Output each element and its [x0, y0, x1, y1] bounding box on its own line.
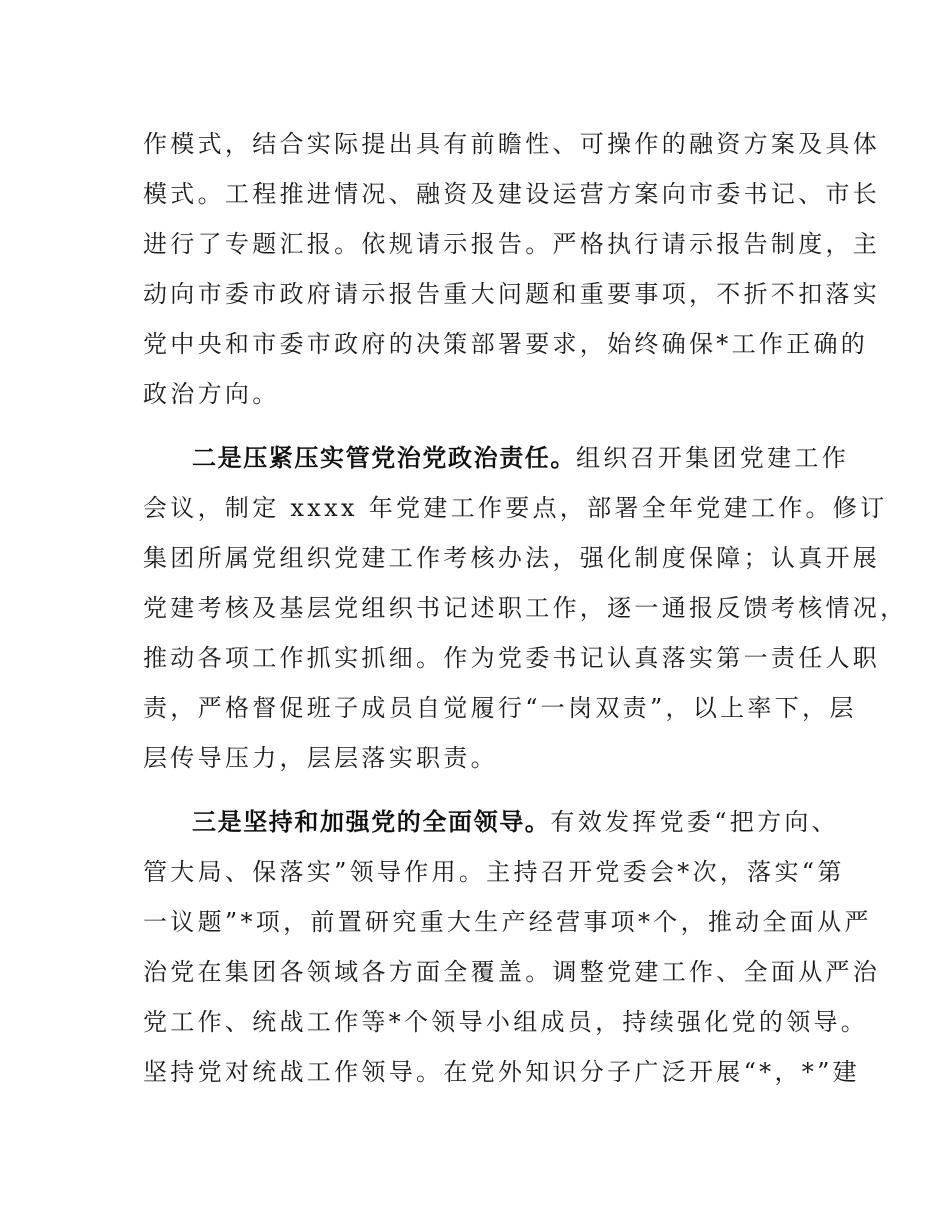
body-text-line: 一议题”*项，前置研究重大生产经营事项*个，推动全面从严	[143, 908, 872, 936]
body-text-line: 动向市委市政府请示报告重大问题和重要事项，不折不扣落实	[143, 280, 881, 308]
body-text-line: 管大局、保落实”领导作用。主持召开党委会*次，落实“第	[143, 858, 845, 886]
paragraph-first-line	[192, 442, 849, 474]
body-text-line: 作模式，结合实际提出具有前瞻性、可操作的融资方案及具体	[143, 130, 881, 158]
body-text-line: 党中央和市委市政府的决策部署要求，始终确保*工作正确的	[143, 330, 869, 358]
body-text-line: 层传导压力，层层落实职责。	[143, 744, 498, 772]
paragraph-first-line-text: 有效发挥党委“把方向、	[550, 808, 839, 836]
body-text-line: 政治方向。	[143, 380, 280, 408]
body-text-line: 治党在集团各领域各方面全覆盖。调整党建工作、全面从严治	[143, 958, 881, 986]
body-text-line: 坚持党对统战工作领导。在党外知识分子广泛开展“*，*”建	[143, 1058, 860, 1086]
body-text-line: 党建考核及基层党组织书记述职工作，逐一通报反馈考核情况，	[143, 594, 908, 622]
body-text-line: 会议，制定 xxxx 年党建工作要点，部署全年党建工作。修订	[143, 494, 888, 522]
body-text-line: 责，严格督促班子成员自觉履行“一岗双责”，以上率下，层	[143, 694, 857, 722]
body-text-line: 党工作、统战工作等*个领导小组成员，持续强化党的领导。	[143, 1008, 869, 1036]
body-text-line: 推动各项工作抓实抓细。作为党委书记认真落实第一责任人职	[143, 644, 881, 672]
body-text-line: 进行了专题汇报。依规请示报告。严格执行请示报告制度，主	[143, 230, 881, 258]
paragraph-lead-heading: 二是压紧压实管党治党政治责任。	[192, 444, 576, 472]
body-text-line: 模式。工程推进情况、融资及建设运营方案向市委书记、市长	[143, 180, 881, 208]
paragraph-lead-heading: 三是坚持和加强党的全面领导。	[192, 808, 551, 836]
paragraph-first-line-text: 组织召开集团党建工作	[576, 444, 849, 472]
paragraph-first-line	[192, 806, 839, 838]
body-text-line: 集团所属党组织党建工作考核办法，强化制度保障；认真开展	[143, 544, 881, 572]
